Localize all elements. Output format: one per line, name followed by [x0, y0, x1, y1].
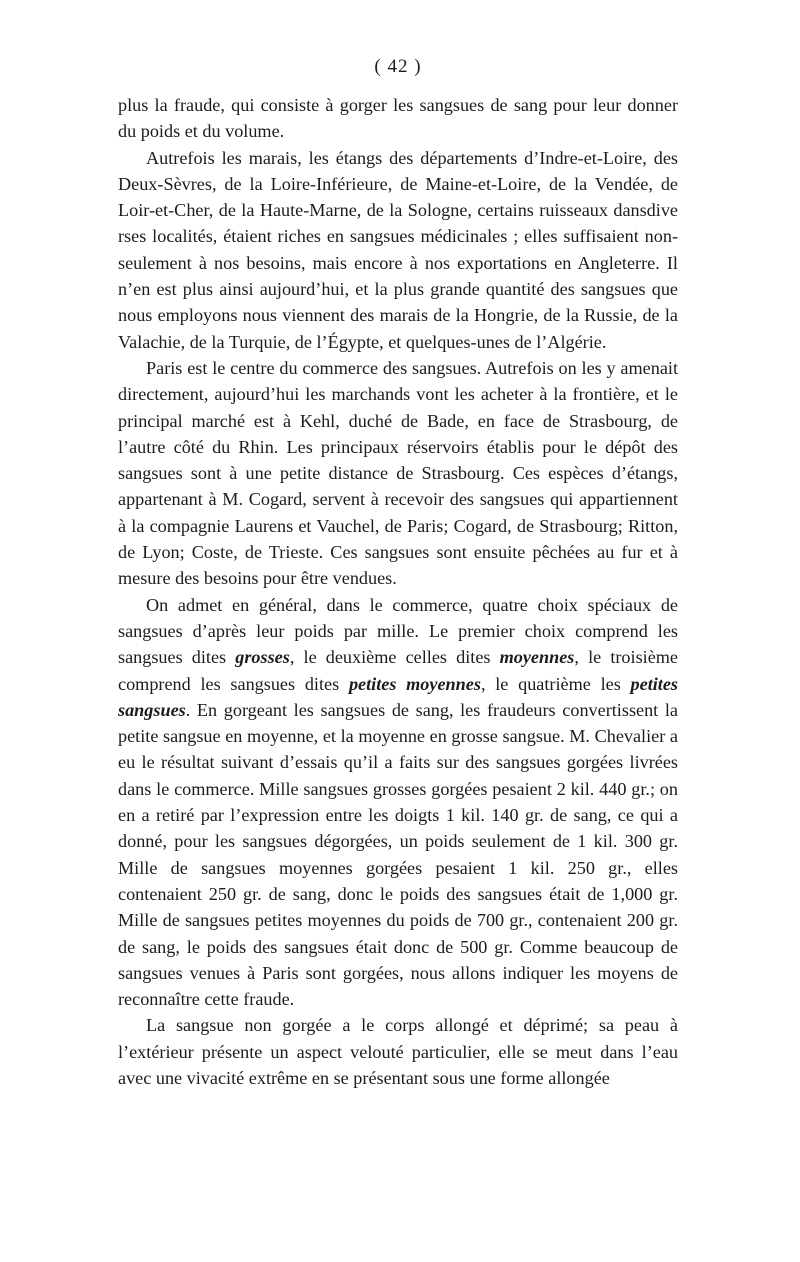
text-run: Paris est le centre du commerce des sangsues. Autrefois on les y amenait directement, aujourd’hui les marchands vont les acheter à la frontière, et le principal marché est à Kehl, duché de Bade, en face de Strasbourg, de l’autre côté du Rhin. Les principaux réservoirs établis pour le dépôt des sangsues sont à une petite distance de Strasbourg. Ces espèces d’étangs, appartenant à M. Cogard, servent à recevoir des sangsues qui appartiennent à la compagnie Laurens et Vauchel, de Paris; Cogard, de Strasbourg; Ritton, de Lyon; Coste, de Trieste. Ces sangsues sont ensuite pêchées au fur et à mesure des besoins pour être vendues.	[118, 357, 678, 589]
text-run: On admet en général, dans le commerce, quatre choix spéciaux de sangsues d’après leur poids par mille. Le premier choix comprend les sangsues dites	[118, 594, 678, 668]
emphasized-term: grosses	[235, 647, 290, 668]
text-run: La sangsue non gorgée a le corps allongé et déprimé; sa peau à l’extérieur présente un aspect velouté particulier, elle se meut dans l’eau avec une vivacité extrême en se présentant sous une forme allongée	[118, 1015, 678, 1088]
text-run: Autrefois les marais, les étangs des départements d’Indre-et-Loire, des Deux-Sèvres, de la Loire-Inférieure, de Maine-et-Loire, de la Vendée, de Loir-et-Cher, de la Haute-Marne, de la Sologne, certains ruisseaux dansdive rses localités, étaient riches en sangsues médicinales ; elles suffisaient non-seulement à nos besoins, mais encore à nos exportations en Angleterre. Il n’en est plus ainsi aujourd’hui, et la plus grande quantité des sangsues que nous employons nous viennent des marais de la Hongrie, de la Russie, de la Valachie, de la Turquie, de l’Égypte, et quelques-unes de l’Algérie.	[118, 147, 678, 352]
text-run: , le deuxième celles dites	[289, 647, 500, 668]
paragraph	[118, 592, 678, 1013]
text-run: , le troisième comprend les sangsues dites	[118, 647, 678, 694]
emphasized-term: petites sangsues	[118, 673, 679, 720]
text-run: . En gorgeant les sangsues de sang, les fraudeurs convertissent la petite sangsue en moyenne, et la moyenne en grosse sangsue. M. Chevalier a eu le résultat suivant d’essais qu’il a faits sur des sangsues gorgées livrées dans le commerce. Mille sangsues grosses gorgées pesaient 2 kil. 440 gr.; on en a retiré par l’expression entre les doigts 1 kil. 140 gr. de sang, ce qui a donné, pour les sangsues dégorgées, un poids seulement de 1 kil. 300 gr. Mille de sangsues moyennes gorgées pesaient 1 kil. 250 gr., elles contenaient 250 gr. de sang, donc le poids des sangsues était de 1,000 gr. Mille de sangsues petites moyennes du poids de 700 gr., contenaient 200 gr. de sang, le poids des sangsues était donc de 500 gr. Comme beaucoup de sangsues venues à Paris sont gorgées, nous allons indiquer les moyens de reconnaître cette fraude.	[118, 699, 678, 1010]
paragraph	[118, 92, 678, 145]
emphasized-term: petites moyennes	[348, 673, 481, 694]
paragraph	[118, 1012, 678, 1091]
emphasized-term: moyennes	[499, 647, 575, 668]
body-text	[118, 92, 678, 1091]
text-run: plus la fraude, qui consiste à gorger les sangsues de sang pour leur donner du poids et du volume.	[118, 95, 678, 142]
text-run: , le quatrième les	[480, 673, 631, 694]
book-page	[118, 54, 678, 1091]
paragraph	[118, 355, 678, 592]
paragraph	[118, 145, 678, 355]
page-number: ( 42 )	[374, 56, 422, 77]
